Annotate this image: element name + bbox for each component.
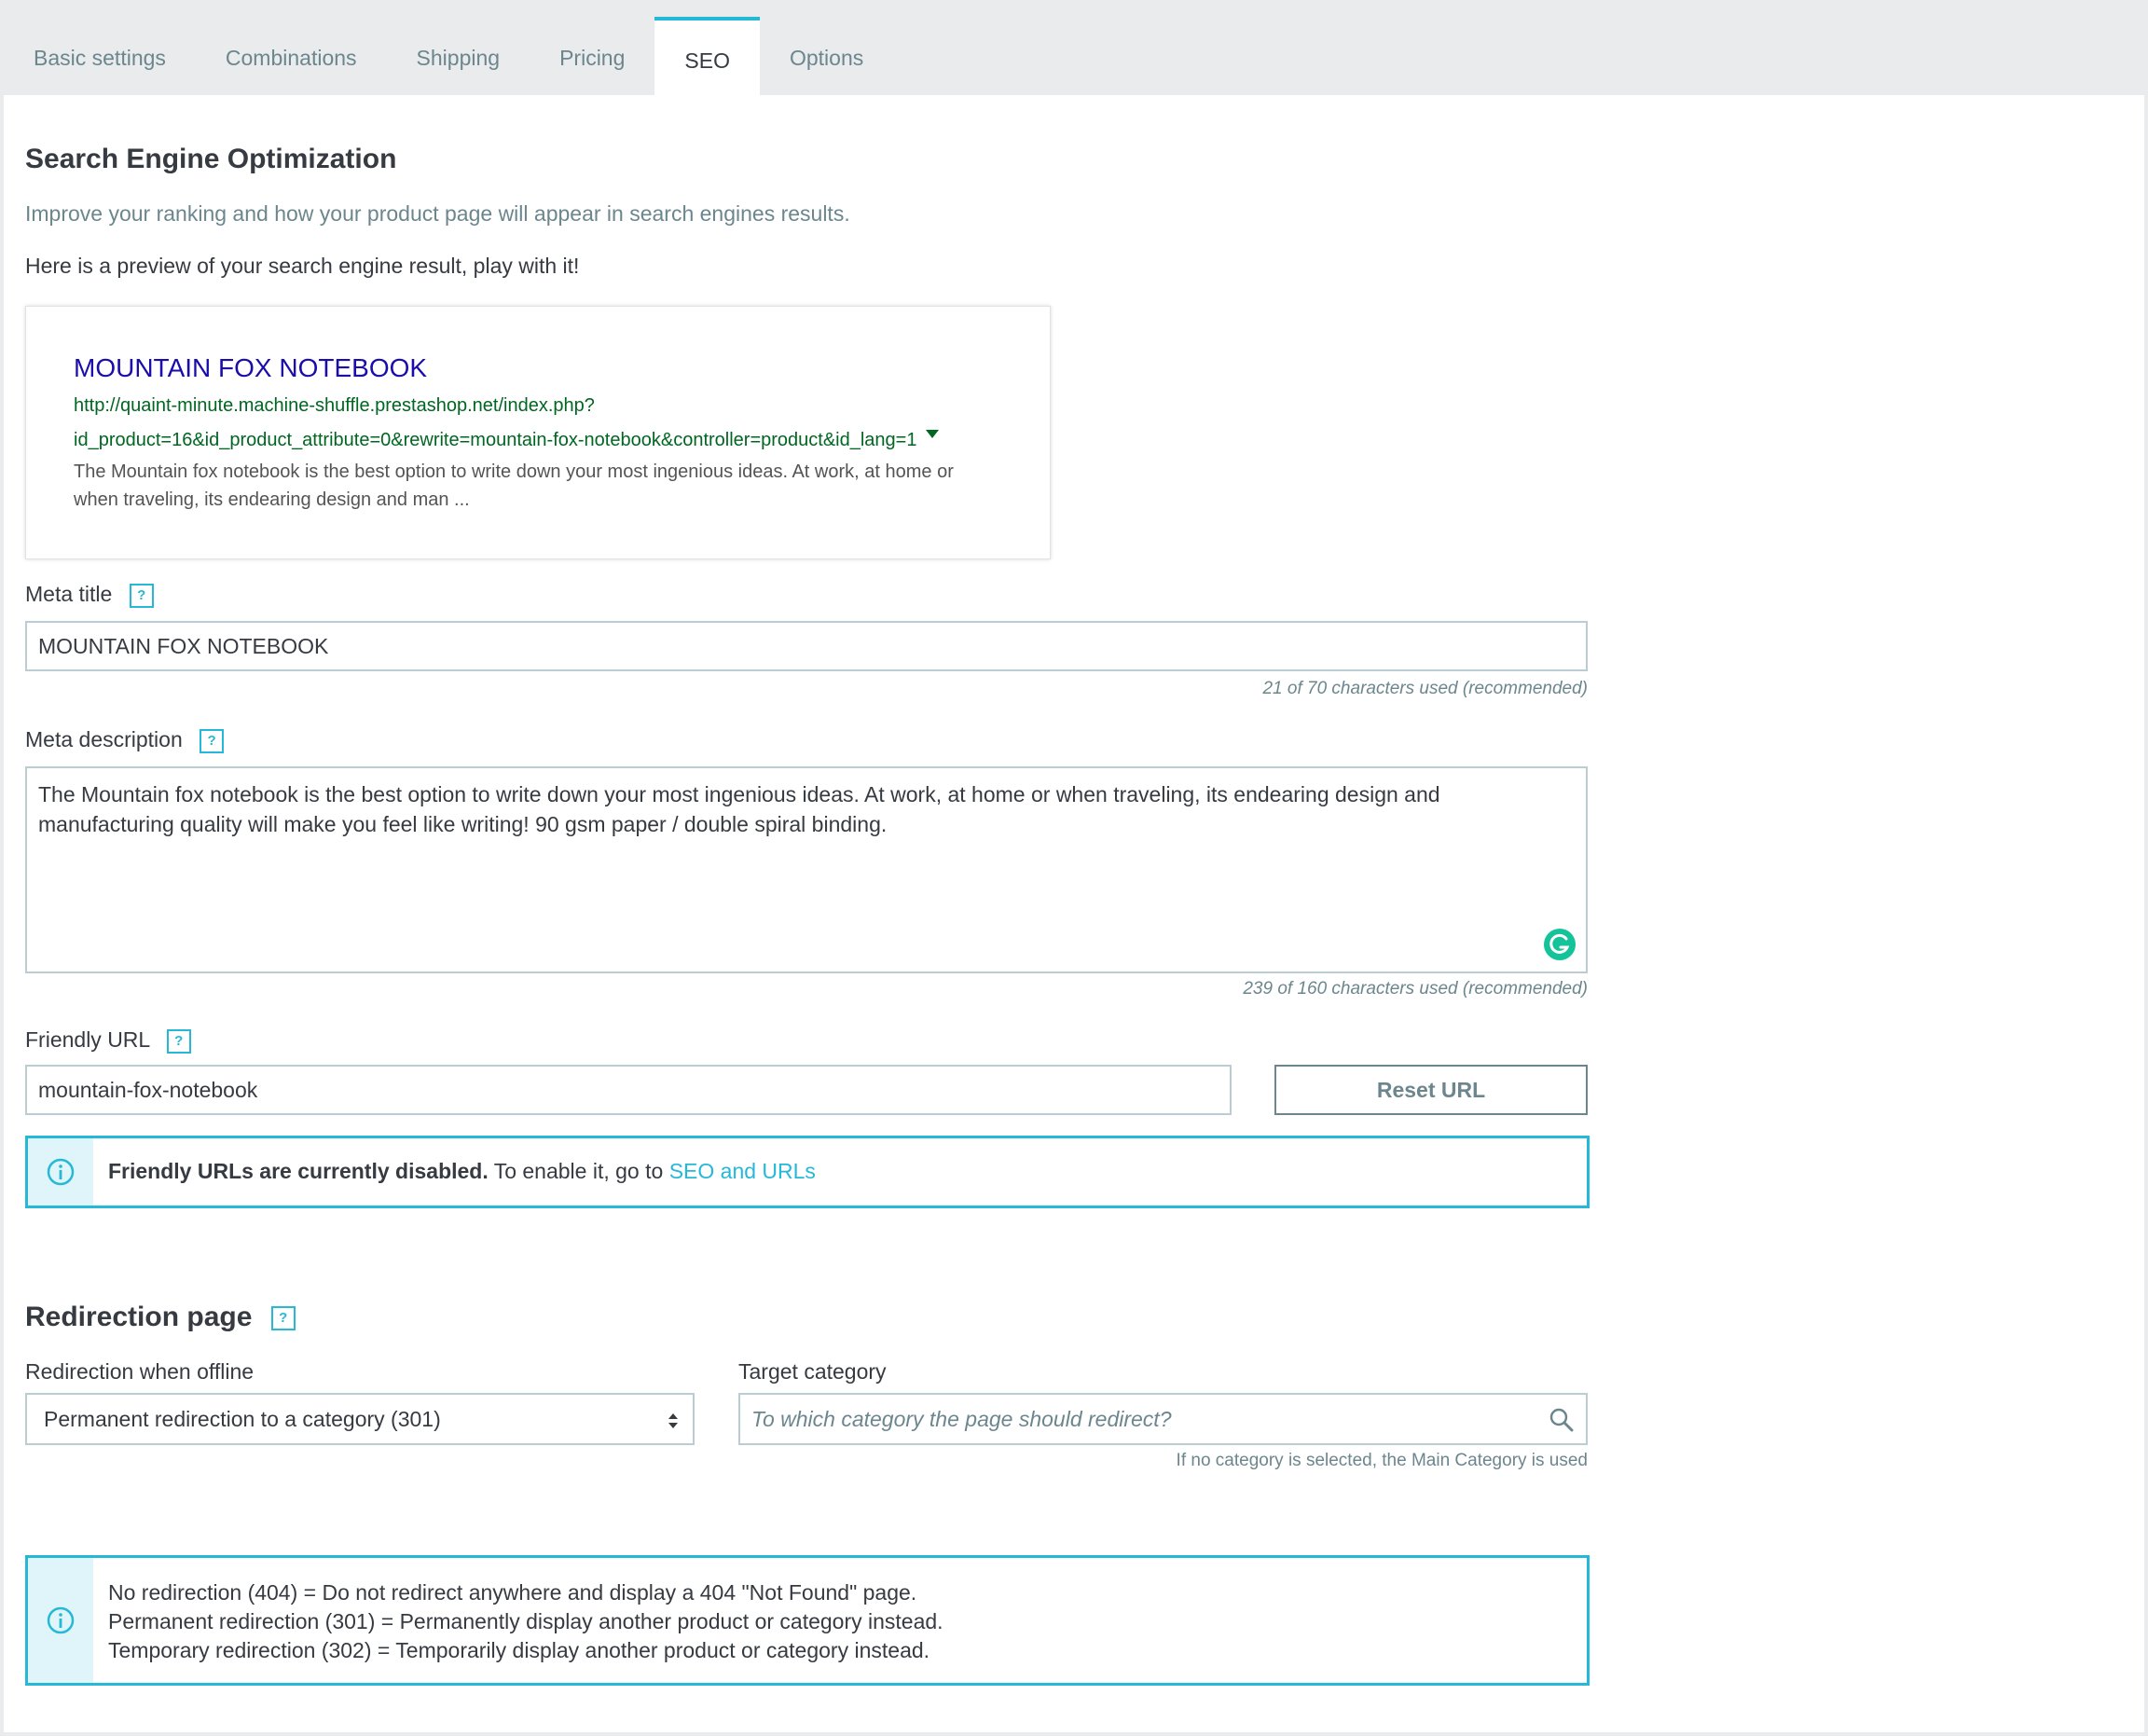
redirection-help-icon[interactable]: ?: [271, 1306, 296, 1330]
alert-icon-column: [28, 1138, 93, 1206]
preview-desc-line-1: The Mountain fox notebook is the best option to write down your most ingenious ideas. At work, at home or: [74, 462, 954, 482]
meta-description-label-text: Meta description: [25, 727, 183, 751]
meta-title-help-icon[interactable]: ?: [130, 584, 154, 608]
friendly-url-alert-text: [108, 1159, 816, 1184]
grammarly-icon[interactable]: [1544, 929, 1576, 960]
friendly-url-alert: [25, 1136, 1590, 1208]
tab-pricing[interactable]: Pricing: [559, 45, 626, 70]
preview-url-line-2: [74, 423, 939, 458]
meta-description-label: [25, 727, 224, 753]
target-category-label: Target category: [738, 1359, 887, 1384]
alert-icon-column: [28, 1558, 93, 1683]
tab-options[interactable]: Options: [789, 45, 864, 70]
redirection-offline-select[interactable]: [25, 1393, 695, 1445]
redirection-info-line-404: No redirection (404) = Do not redirect anywhere and display a 404 "Not Found" page.: [108, 1580, 917, 1605]
seo-subtitle: Improve your ranking and how your product page will appear in search engines results.: [25, 201, 850, 226]
friendly-url-help-icon[interactable]: ?: [167, 1029, 191, 1054]
target-category-input[interactable]: [738, 1393, 1588, 1445]
friendly-url-label-text: Friendly URL: [25, 1027, 150, 1052]
tab-basic-settings[interactable]: Basic settings: [34, 45, 166, 70]
tab-seo[interactable]: SEO: [654, 17, 760, 95]
seo-panel: [4, 95, 2144, 1732]
preview-intro: Here is a preview of your search engine result, play with it!: [25, 254, 580, 278]
meta-title-label: [25, 582, 154, 608]
preview-title: MOUNTAIN FOX NOTEBOOK: [74, 353, 428, 382]
friendly-url-alert-body: To enable it, go to: [488, 1159, 669, 1183]
friendly-url-alert-bold: Friendly URLs are currently disabled.: [108, 1159, 489, 1183]
friendly-url-label: [25, 1027, 191, 1054]
search-preview-card: [25, 306, 1051, 559]
redirection-heading-text: Redirection page: [25, 1302, 253, 1332]
target-category-placeholder: To which category the page should redirect?: [751, 1406, 1172, 1431]
meta-title-input[interactable]: MOUNTAIN FOX NOTEBOOK: [25, 621, 1588, 671]
meta-title-label-text: Meta title: [25, 582, 113, 606]
redirection-info-alert: [25, 1555, 1590, 1686]
meta-description-counter: 239 of 160 characters used (recommended): [1243, 979, 1588, 999]
info-icon: [46, 1157, 76, 1187]
redirection-info-line-301: Permanent redirection (301) = Permanently display another product or category instead.: [108, 1609, 943, 1633]
redirection-offline-value: Permanent redirection to a category (301): [44, 1406, 441, 1431]
meta-title-counter: 21 of 70 characters used (recommended): [1262, 679, 1588, 698]
grammarly-glyph-icon: [1544, 929, 1576, 960]
friendly-url-input[interactable]: mountain-fox-notebook: [25, 1065, 1232, 1115]
search-icon[interactable]: [1549, 1407, 1575, 1433]
redirection-info-text: [108, 1578, 943, 1665]
tab-combinations[interactable]: Combinations: [225, 45, 357, 70]
target-category-hint: If no category is selected, the Main Category is used: [1176, 1451, 1588, 1470]
redirection-heading: [25, 1302, 296, 1333]
info-icon: [46, 1605, 76, 1635]
tab-shipping[interactable]: Shipping: [416, 45, 501, 70]
preview-url-line-1: http://quaint-minute.machine-shuffle.prestashop.net/index.php?: [74, 395, 595, 416]
seo-and-urls-link[interactable]: SEO and URLs: [668, 1159, 816, 1183]
preview-desc-line-2: when traveling, its endearing design and man ...: [74, 489, 470, 510]
redirection-info-line-302: Temporary redirection (302) = Temporarily display another product or category instead.: [108, 1638, 930, 1662]
product-tabs: [4, 0, 2144, 95]
preview-url-text: id_product=16&id_product_attribute=0&rewrite=mountain-fox-notebook&controller=product&id_lang=1: [74, 430, 917, 450]
select-arrows-icon: [667, 1412, 680, 1430]
meta-description-textarea[interactable]: The Mountain fox notebook is the best option to write down your most ingenious ideas. At work, at home or when traveling, its endearing design and manufacturing quality will make you feel like writing! 90 gsm paper / double spiral binding.: [25, 766, 1588, 973]
seo-heading: Search Engine Optimization: [25, 144, 397, 174]
reset-url-button[interactable]: Reset URL: [1274, 1065, 1588, 1115]
redirection-offline-label: Redirection when offline: [25, 1359, 255, 1384]
caret-down-icon[interactable]: [926, 430, 939, 438]
meta-description-help-icon[interactable]: ?: [200, 729, 224, 753]
